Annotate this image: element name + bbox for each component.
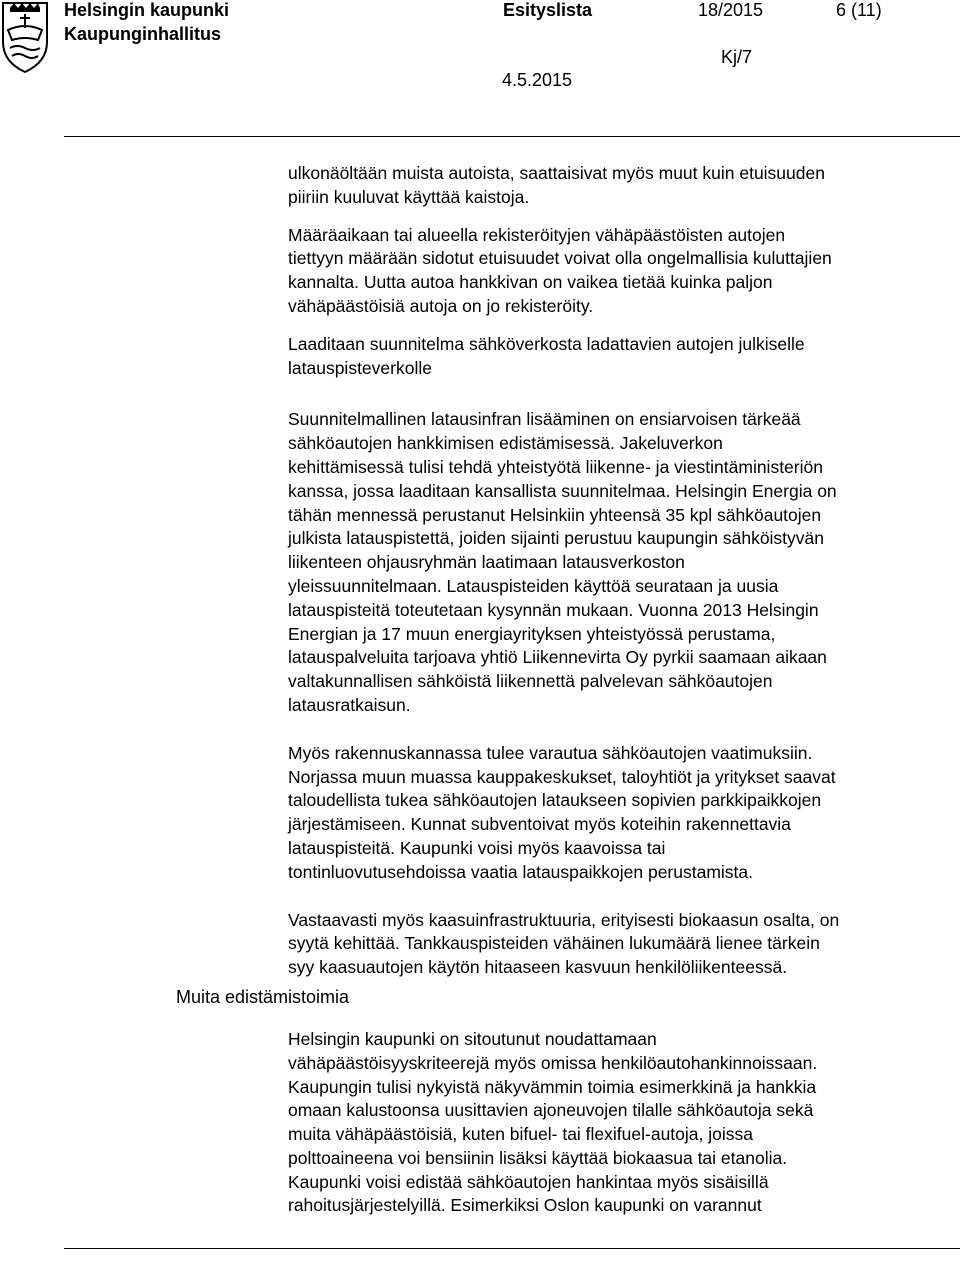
text-line: latauspisteitä toteutetaan kysynnän mukaan. Vuonna 2013 Helsingin <box>288 599 819 620</box>
text-line: polttoaineena voi bensiinin lisäksi käyttää biokaasua tai etanolia. <box>288 1147 788 1168</box>
text-line: tontinluovutusehdoissa vaatia latauspaikkojen perustamista. <box>288 861 754 882</box>
text-line: latauspisteitä. Kaupunki voisi myös kaavoissa tai <box>288 837 666 858</box>
text-line: Määräaikaan tai alueella rekisteröityjen vähäpäästöisten autojen <box>288 224 786 245</box>
header-rule <box>64 136 960 137</box>
paragraph <box>288 742 956 885</box>
text-line: rahoitusjärjestelyillä. Esimerkiksi Oslon kaupunki on varannut <box>288 1195 762 1216</box>
page-number: 6 (11) <box>836 0 882 20</box>
text-line: latausratkaisun. <box>288 694 411 715</box>
text-line: yleissuunnitelmaan. Latauspisteiden käyttöä seurataan ja uusia <box>288 575 779 596</box>
side-heading: Muita edistämistoimia <box>176 987 350 1007</box>
text-line: Kaupunki voisi edistää sähköautojen hankintaa myös sisäisillä <box>288 1171 769 1192</box>
text-line: Energian ja 17 muun energiayrityksen yhteistyössä perustama, <box>288 623 776 644</box>
text-line: syy kaasuautojen käytön hitaaseen kasvuun henkilöliikenteessä. <box>288 957 788 978</box>
text-line: ulkonäöltään muista autoista, saattaisivat myös muut kuin etuisuuden <box>288 163 825 183</box>
helsinki-crest-logo <box>0 0 50 75</box>
text-line: kannalta. Uutta autoa hankkivan on vaikea tietää kuinka paljon <box>288 272 773 293</box>
text-line: kanssa, jossa laaditaan kansallista suunnitelmaa. Helsingin Energia on <box>288 480 837 501</box>
text-line: kehittämisessä tulisi tehdä yhteistyötä liikenne- ja viestintäministeriön <box>288 456 823 477</box>
text-line: taloudellista tukea sähköautojen lataukseen sopivien parkkipaikkojen <box>288 790 822 811</box>
paragraph <box>288 162 956 210</box>
paragraph <box>288 408 956 717</box>
text-line: Vastaavasti myös kaasuinfrastruktuuria, erityisesti biokaasun osalta, on <box>288 909 840 930</box>
footer-rule <box>64 1248 960 1249</box>
text-line: syytä kehittää. Tankkauspisteiden vähäinen lukumäärä lienee tärkein <box>288 933 820 954</box>
text-line: Kaupungin tulisi nykyistä näkyvämmin toimia esimerkkinä ja hankkia <box>288 1076 817 1097</box>
body-name: Kaupunginhallitus <box>64 24 221 44</box>
paragraph <box>288 224 956 319</box>
text-line: liikenteen ohjausryhmän laatimaan latausverkoston <box>288 552 685 573</box>
text-line: Suunnitelmallinen latausinfran lisääminen on ensiarvoisen tärkeää <box>288 409 801 430</box>
paragraph <box>288 1028 956 1218</box>
doc-number: 18/2015 <box>698 0 764 20</box>
text-line: piiriin kuuluvat käyttää kaistoja. <box>288 186 530 207</box>
text-line: omaan kalustoonsa uusittavien ajoneuvojen tilalle sähköautoja sekä <box>288 1100 814 1121</box>
org-name: Helsingin kaupunki <box>64 0 230 20</box>
paragraph <box>288 909 956 980</box>
text-line: Helsingin kaupunki on sitoutunut noudattamaan <box>288 1028 657 1049</box>
text-line: järjestämiseen. Kunnat subventoivat myös koteihin rakennettavia <box>288 814 791 835</box>
text-line: latauspisteverkolle <box>288 357 432 378</box>
paragraph <box>288 333 956 381</box>
main-text <box>288 162 956 1218</box>
text-line: Laaditaan suunnitelma sähköverkosta ladattavien autojen julkiselle <box>288 333 805 354</box>
text-line: vähäpäästöisiä autoja on jo rekisteröity. <box>288 295 594 316</box>
text-line: tiettyyn määrään sidotut etuisuudet voivat olla ongelmallisia kuluttajien <box>288 248 832 269</box>
doc-type: Esityslista <box>503 0 593 20</box>
text-line: julkista latauspistettä, joiden sijainti perustuu kaupungin sähköistyvän <box>288 528 825 549</box>
text-line: tähän mennessä perustanut Helsinkiin yhteensä 35 kpl sähköautojen <box>288 504 822 525</box>
text-line: muita vähäpäästöisiä, kuten bifuel- tai flexifuel-autoja, joissa <box>288 1124 753 1145</box>
meeting-date: 4.5.2015 <box>502 70 573 90</box>
section-code: Kj/7 <box>721 47 753 67</box>
text-line: Myös rakennuskannassa tulee varautua sähköautojen vaatimuksiin. <box>288 742 813 763</box>
text-line: Norjassa muun muassa kauppakeskukset, taloyhtiöt ja yritykset saavat <box>288 766 836 787</box>
text-line: latauspalveluita tarjoava yhtiö Liikennevirta Oy pyrkii saamaan aikaan <box>288 647 827 668</box>
text-line: vähäpäästöisyyskriteerejä myös omissa henkilöautohankinnoissaan. <box>288 1052 818 1073</box>
text-line: valtakunnallisen sähköistä liikennettä palvelevan sähköautojen <box>288 671 773 692</box>
text-line: sähköautojen hankkimisen edistämisessä. Jakeluverkon <box>288 433 723 454</box>
